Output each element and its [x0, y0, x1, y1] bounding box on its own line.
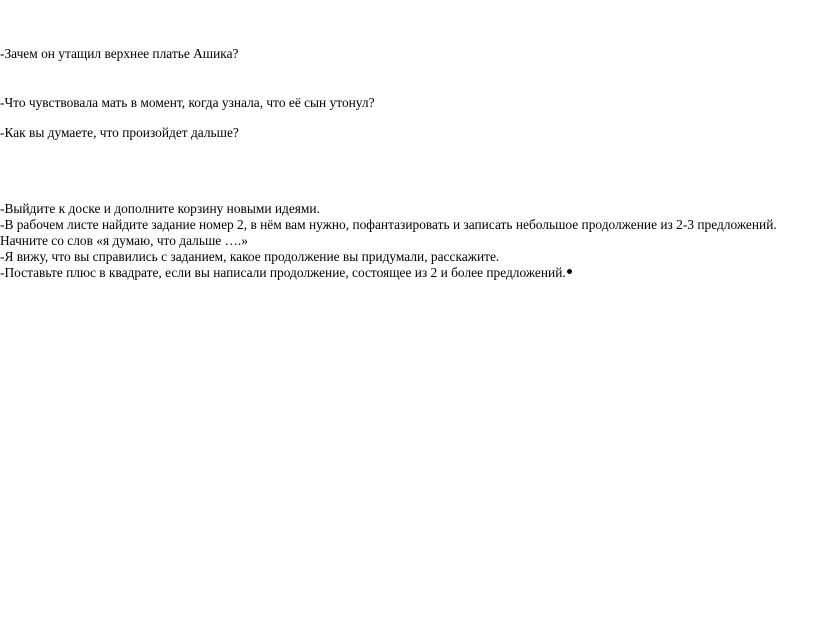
dot-icon: [567, 269, 572, 274]
question-2: -Что чувствовала мать в момент, когда узнала, что её сын утонул?: [0, 95, 375, 110]
instruction-1: -Выйдите к доске и дополните корзину новыми идеями.: [0, 201, 320, 216]
instruction-4: [0, 265, 572, 281]
instruction-2-continuation: Начните со слов «я думаю, что дальше ….»: [0, 233, 248, 248]
question-1: -Зачем он утащил верхнее платье Ашика?: [0, 46, 239, 61]
instruction-4-text: -Поставьте плюс в квадрате, если вы написали продолжение, состоящее из 2 и более предложений.: [0, 265, 566, 280]
question-3: -Как вы думаете, что произойдет дальше?: [0, 125, 239, 140]
instruction-3: -Я вижу, что вы справились с заданием, какое продолжение вы придумали, расскажите.: [0, 249, 500, 264]
instruction-2: -В рабочем листе найдите задание номер 2, в нём вам нужно, пофантазировать и записать небольшое продолжение из 2-3 предложений.: [0, 217, 777, 232]
